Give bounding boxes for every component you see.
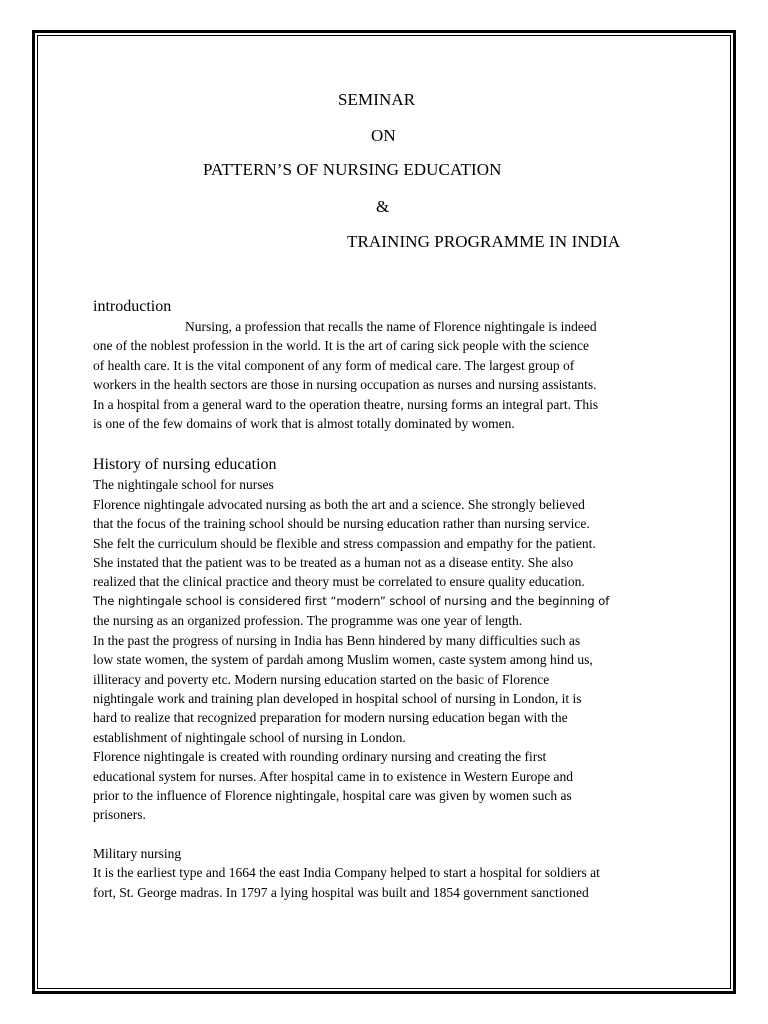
history-line: low state women, the system of pardah among Muslim women, caste system among hind us,	[93, 652, 593, 668]
introduction-paragraph	[93, 317, 683, 433]
history-line: that the focus of the training school should be nursing education rather than nursing service.	[93, 516, 590, 532]
intro-line: workers in the health sectors are those in nursing occupation as nurses and nursing assistants.	[93, 377, 597, 393]
history-heading: History of nursing education	[93, 456, 277, 474]
introduction-heading: introduction	[93, 298, 172, 315]
history-line: In the past the progress of nursing in India has Benn hindered by many difficulties such as	[93, 632, 581, 648]
title-ampersand: &	[376, 197, 390, 216]
military-line: fort, St. George madras. In 1797 a lying hospital was built and 1854 government sanctioned	[93, 884, 589, 900]
history-line: prior to the influence of Florence nightingale, hospital care was given by women such as	[93, 787, 572, 803]
history-line: the nursing as an organized profession. The programme was one year of length.	[93, 613, 523, 629]
history-line: Florence nightingale is created with rounding ordinary nursing and creating the first	[93, 749, 547, 765]
title-training: TRAINING PROGRAMME IN INDIA	[347, 232, 621, 251]
history-line: educational system for nurses. After hospital came in to existence in Western Europe and	[93, 768, 574, 784]
military-line: It is the earliest type and 1664 the east India Company helped to start a hospital for soldiers at	[93, 865, 600, 881]
document-body	[93, 297, 683, 902]
history-line: establishment of nightingale school of nursing in London.	[93, 729, 406, 745]
history-line: realized that the clinical practice and theory must be correlated to ensure quality education.	[93, 574, 585, 590]
history-line-sans: The nightingale school is considered first “modern” school of nursing and the beginning of	[93, 593, 610, 608]
military-heading: Military nursing	[93, 845, 182, 861]
history-section	[93, 475, 683, 824]
title-on: ON	[371, 126, 396, 145]
intro-line: one of the noblest profession in the world. It is the art of caring sick people with the science	[93, 338, 589, 354]
history-line: prisoners.	[93, 807, 146, 823]
history-line: She instated that the patient was to be treated as a human not as a disease entity. She also	[93, 555, 574, 571]
history-line: illiteracy and poverty etc. Modern nursing education started on the basic of Florence	[93, 671, 550, 687]
title-seminar: SEMINAR	[338, 90, 416, 109]
intro-line: In a hospital from a general ward to the operation theatre, nursing forms an integral part. This	[93, 396, 599, 412]
history-line: hard to realize that recognized preparation for modern nursing education began with the	[93, 710, 568, 726]
intro-line: is one of the few domains of work that is almost totally dominated by women.	[93, 416, 515, 432]
history-line: Florence nightingale advocated nursing as both the art and a science. She strongly believed	[93, 496, 585, 512]
intro-line: of health care. It is the vital component of any form of medical care. The largest group of	[93, 357, 575, 373]
military-section	[93, 844, 683, 902]
history-line: She felt the curriculum should be flexible and stress compassion and empathy for the patient.	[93, 535, 596, 551]
intro-line: Nursing, a profession that recalls the name of Florence nightingale is indeed	[185, 319, 597, 334]
history-line: nightingale work and training plan developed in hospital school of nursing in London, it is	[93, 690, 582, 706]
title-patterns: PATTERN’S OF NURSING EDUCATION	[203, 160, 502, 179]
history-subheading: The nightingale school for nurses	[93, 477, 274, 493]
